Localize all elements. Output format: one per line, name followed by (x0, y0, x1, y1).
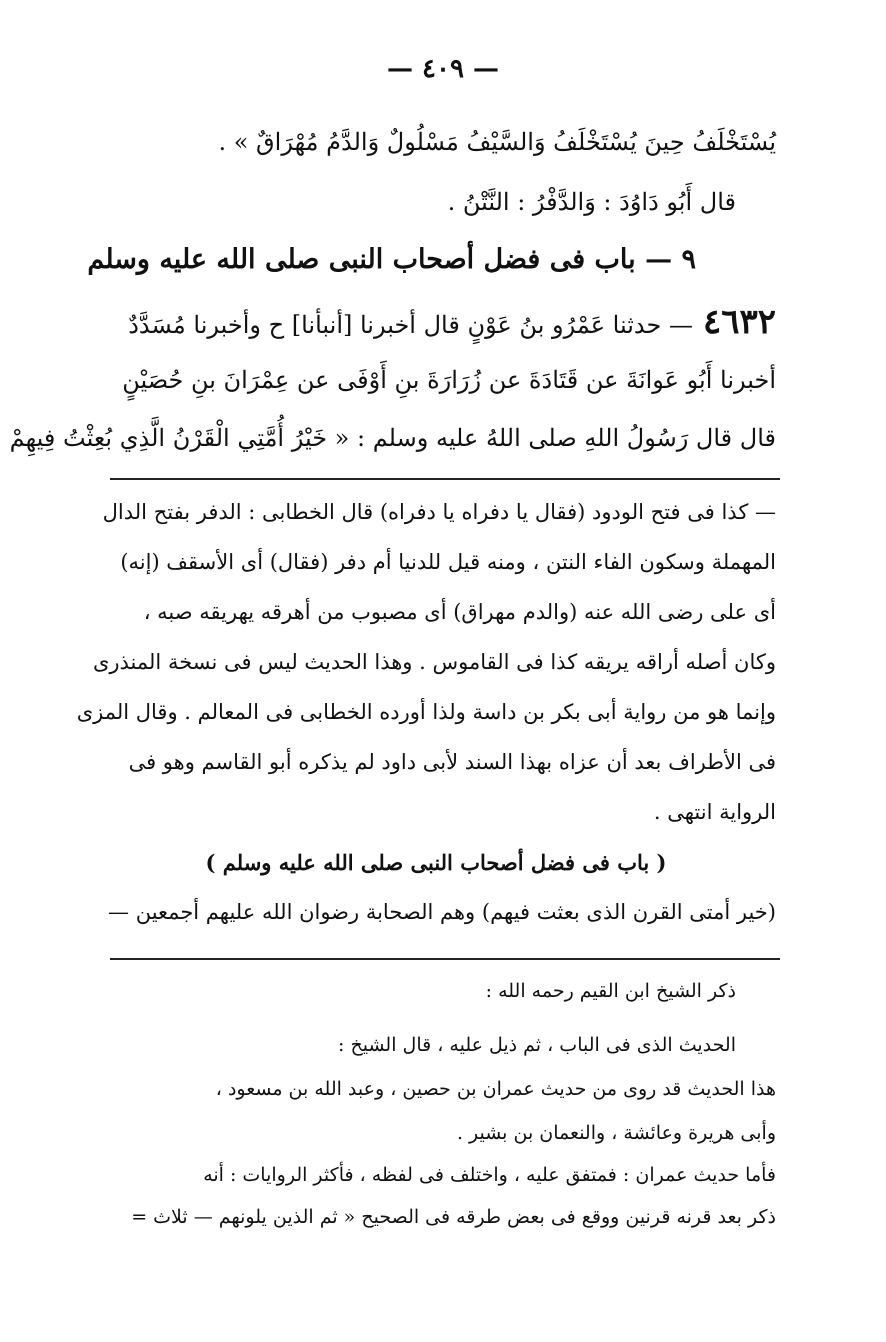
commentary-line-3: أى على رضى الله عنه (والدم مهراق) أى مصبوب من أهرقه يهريقه صبه ، (143, 600, 776, 624)
hadith-number: ٤٦٣٢ (702, 302, 776, 342)
main-text-line-1: يُسْتَخْلَفُ حِينَ يُسْتَخْلَفُ وَالسَّيْفُ مَسْلُولٌ وَالدَّمُ مُهْرَاقٌ » . (218, 128, 776, 156)
commentary-line-5: وإنما هو من رواية أبى بكر بن داسة ولذا أورده الخطابى فى المعالم . وقال المزى (76, 700, 776, 724)
commentary-line-1: — كذا فى فتح الودود (فقال يا دفراه يا دفراه) قال الخطابى : الدفر بفتح الدال (102, 500, 776, 524)
chapter-heading: ٩ — باب فى فضل أصحاب النبى صلى الله عليه وسلم (87, 244, 696, 275)
commentary-line-4: وكان أصله أراقه يريقه كذا فى القاموس . وهذا الحديث ليس فى نسخة المنذرى (92, 650, 776, 674)
hadith-line-2: أخبرنا أَبُو عَوانَةَ عن قَتَادَةَ عن زُرَارَةَ بنِ أَوْفَى عن عِمْرَانَ بنِ حُصَيْنٍ (122, 366, 776, 394)
footnote-line-4: وأبى هريرة وعائشة ، والنعمان بن بشير . (456, 1122, 776, 1144)
footnote-line-1: ذكر الشيخ ابن القيم رحمه الله : (485, 980, 736, 1002)
commentary-line-6: فى الأطراف بعد أن عزاه بهذا السند لأبى داود لم يذكره أبو القاسم وهو فى (128, 750, 776, 774)
hadith-line-1 (96, 302, 776, 342)
footnote-line-3: هذا الحديث قد روى من حديث عمران بن حصين ، وعبد الله بن مسعود ، (215, 1078, 776, 1100)
footnote-line-2: الحديث الذى فى الباب ، ثم ذيل عليه ، قال الشيخ : (338, 1034, 736, 1056)
commentary-sub-line: (خير أمتى القرن الذى بعثت فيهم) وهم الصحابة رضوان الله عليهم أجمعين — (108, 900, 776, 924)
commentary-line-7: الرواية انتهى . (653, 800, 776, 824)
main-text-line-2: قال أَبُو دَاوُدَ : وَالدَّفْرُ : النَّتْنُ . (447, 188, 736, 216)
hadith-line-1-text: — حدثنا عَمْرُو بنُ عَوْنٍ قال أخبرنا [أنبأنا] ح وأخبرنا مُسَدَّدٌ (128, 311, 693, 339)
commentary-line-2: المهملة وسكون الفاء النتن ، ومنه قيل للدنيا أم دفر (فقال) أى الأسقف (إنه) (120, 550, 776, 574)
footnote-line-6: ذكر بعد قرنه قرنين ووقع فى بعض طرقه فى الصحيح « ثم الذين يلونهم — ثلاث = (131, 1206, 776, 1228)
commentary-sub-heading: ( باب فى فضل أصحاب النبى صلى الله عليه وسلم ) (205, 850, 667, 875)
page-number: — ٤٠٩ — (386, 54, 500, 84)
commentary-divider (110, 478, 780, 480)
footnote-divider (110, 958, 780, 960)
footnote-line-5: فأما حديث عمران : فمتفق عليه ، واختلف فى لفظه ، فأكثر الروايات : أنه (203, 1164, 776, 1186)
hadith-line-3: قال قال رَسُولُ اللهِ صلى اللهُ عليه وسلم : « خَيْرُ أُمَّتِي الْقَرْنُ الَّذِي بُعِثْتُ فِيهِمْ (9, 424, 776, 452)
